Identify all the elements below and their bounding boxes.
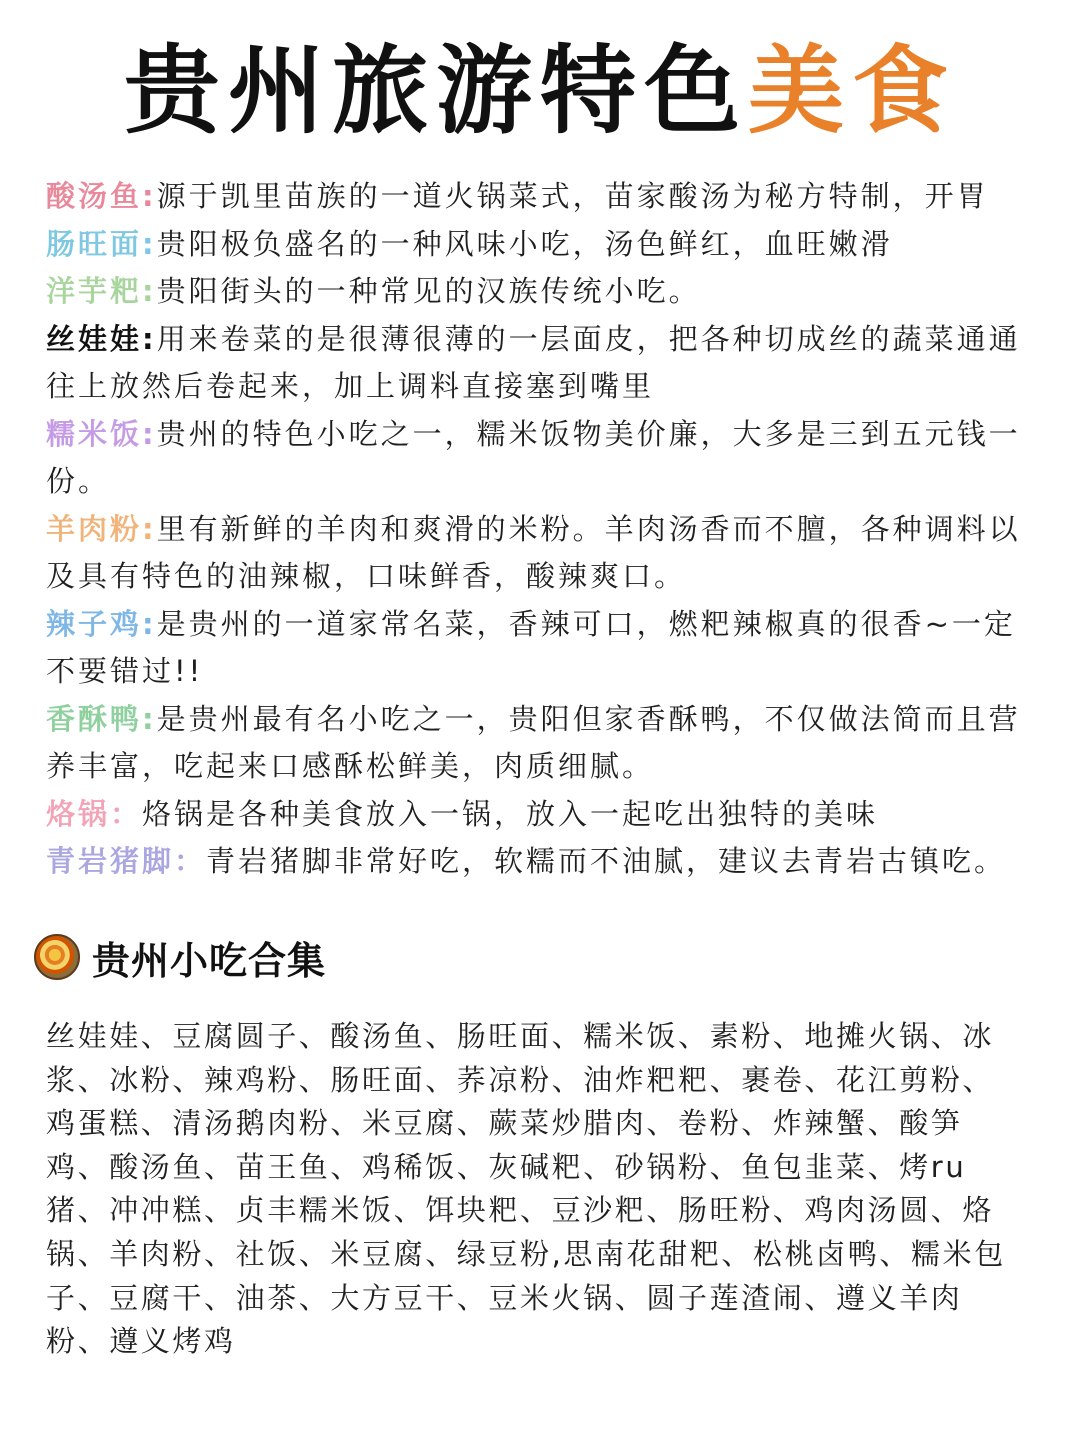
food-list (46, 173, 1046, 886)
food-label: 烙锅： (46, 796, 143, 831)
section-title: 贵州小吃合集 (92, 938, 327, 983)
snack-list: 丝娃娃、豆腐圆子、酸汤鱼、肠旺面、糯米饭、素粉、地摊火锅、冰浆、冰粉、辣鸡粉、肠旺面、荞凉粉、油炸粑粑、裹卷、花江剪粉、鸡蛋糕、清汤鹅肉粉、米豆腐、蕨菜炒腊肉、卷粉、炸辣蟹、酸笋鸡、酸汤鱼、苗王鱼、鸡稀饭、灰碱粑、砂锅粉、鱼包韭菜、烤ru猪、冲冲糕、贞丰糯米饭、饵块粑、豆沙粑、肠旺粉、鸡肉汤圆、烙锅、羊肉粉、社饭、米豆腐、绿豆粉,思南花甜粑、松桃卤鸭、糯米包子、豆腐干、油茶、大方豆干、豆米火锅、圆子莲渣闹、遵义羊肉粉、遵义烤鸡 (46, 1019, 1006, 1359)
food-description: 是贵州最有名小吃之一，贵阳但家香酥鸭，不仅做法简而且营养丰富，吃起来口感酥松鲜美，肉质细腻。 (46, 701, 1021, 783)
food-label: 洋芋粑: (46, 274, 157, 308)
page-title-accent: 美食 (748, 35, 956, 147)
food-item-nuomifan (46, 411, 1046, 506)
food-label: 肠旺面: (46, 226, 157, 261)
food-description: 青岩猪脚非常好吃，软糯而不油腻，建议去青岩古镇吃。 (206, 844, 1007, 878)
food-item-laoguo (46, 791, 1046, 839)
food-description: 贵州的特色小吃之一，糯米饭物美价廉，大多是三到五元钱一份。 (46, 416, 1021, 498)
food-label: 糯米饭: (46, 416, 157, 451)
food-description: 烙锅是各种美食放入一锅，放入一起吃出独特的美味 (142, 796, 879, 831)
food-description: 贵阳极负盛名的一种风味小吃，汤色鲜红，血旺嫩滑 (156, 226, 893, 261)
food-description: 里有新鲜的羊肉和爽滑的米粉。羊肉汤香而不膻，各种调料以及具有特色的油辣椒，口味鲜香，酸辣爽口。 (46, 511, 1021, 593)
food-item-yangyuba (46, 268, 1046, 316)
food-item-qingyanzhujiao (46, 838, 1046, 886)
section-header (34, 928, 326, 986)
food-description: 用来卷菜的是很薄很薄的一层面皮，把各种切成丝的蔬菜通通往上放然后卷起来，加上调料直接塞到嘴里 (46, 321, 1021, 403)
food-label: 羊肉粉: (46, 511, 157, 546)
food-bowl-icon (34, 934, 80, 980)
food-item-laziji (46, 601, 1046, 696)
food-label: 青岩猪脚： (46, 844, 207, 878)
food-description: 是贵州的一道家常名菜，香辣可口，燃粑辣椒真的很香~一定不要错过!! (46, 606, 1016, 688)
food-label: 丝娃娃: (46, 321, 157, 356)
page-title-main: 贵州旅游特色 (124, 35, 748, 147)
food-item-siwawa (46, 316, 1046, 411)
food-item-suantangyu (46, 173, 1046, 221)
food-item-xiangsuya (46, 696, 1046, 791)
food-item-changwangmian (46, 221, 1046, 269)
food-label: 香酥鸭: (46, 701, 157, 736)
page-title (0, 36, 1080, 146)
food-description: 贵阳街头的一种常见的汉族传统小吃。 (156, 274, 701, 308)
food-item-yangroufen (46, 506, 1046, 601)
food-label: 酸汤鱼: (46, 179, 157, 213)
food-label: 辣子鸡: (46, 606, 157, 641)
food-description: 源于凯里苗族的一道火锅菜式，苗家酸汤为秘方特制，开胃 (156, 179, 989, 213)
